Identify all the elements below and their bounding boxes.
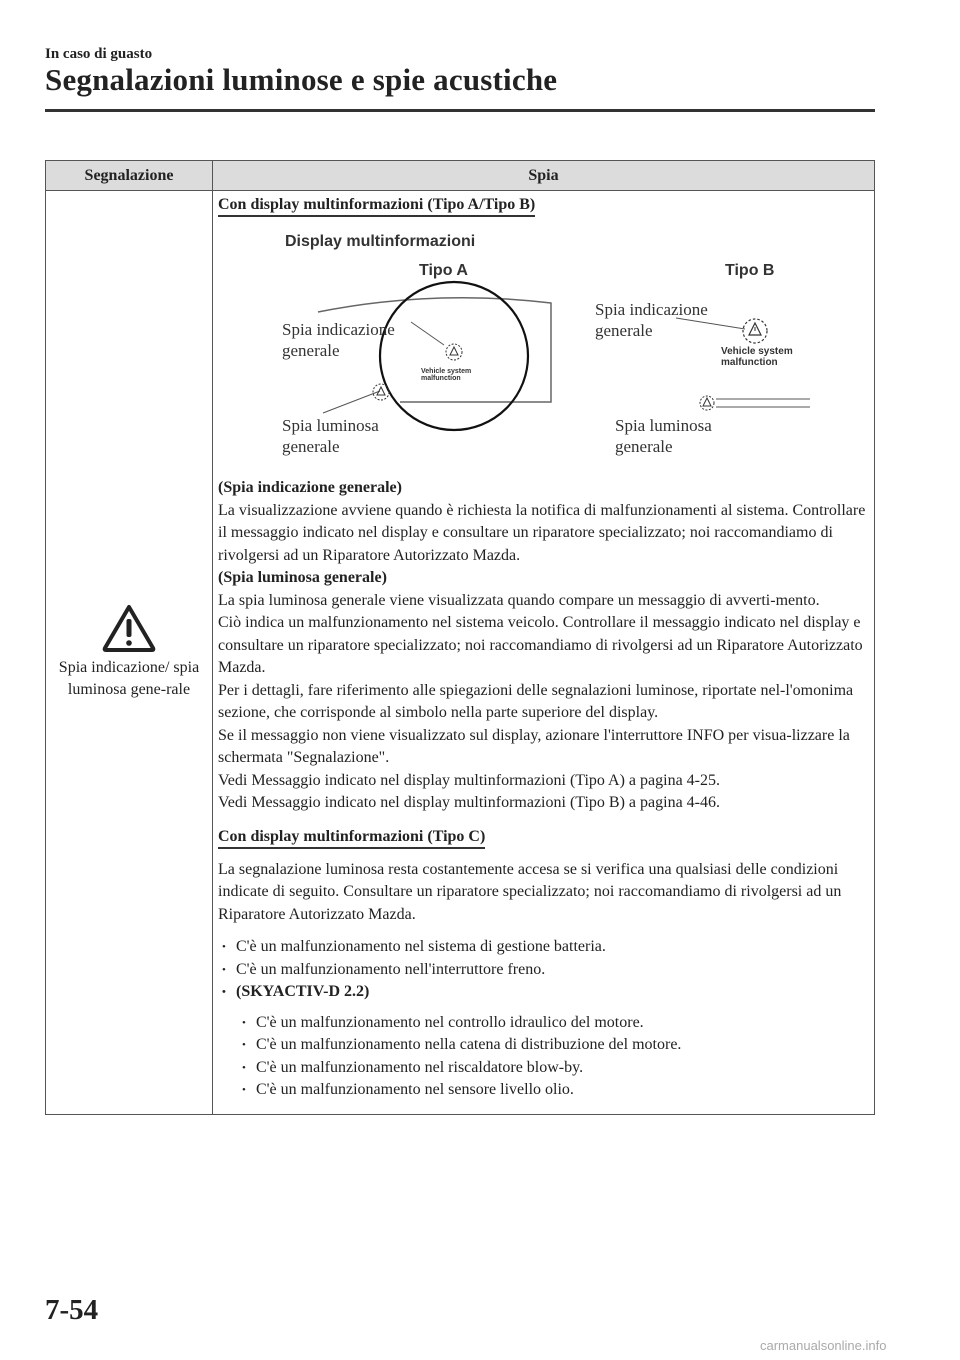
list-item: • (SKYACTIV-D 2.2): [220, 981, 870, 1004]
paragraph: La spia luminosa generale viene visualizzata quando compare un messaggio di avverti-mento.: [218, 591, 820, 609]
table-header-row: [46, 161, 875, 191]
tipo-a-indicator-icon: [446, 344, 462, 360]
tipo-b-luminosa-label: Spia luminosa generale: [615, 416, 712, 456]
page-reference: Vedi Messaggio indicato nel display multinformazioni (Tipo A) a pagina 4-25.: [218, 771, 720, 789]
col-header-spia: Spia: [213, 161, 875, 191]
heading-spia-indicazione: (Spia indicazione generale): [218, 479, 402, 496]
tipo-b-warning-icon: [700, 396, 714, 410]
tipo-a-malfunction-text: Vehicle system malfunction: [421, 368, 472, 383]
table-row: [46, 191, 875, 1115]
list-item: • C'è un malfunzionamento nella catena di distribuzione del motore.: [240, 1034, 870, 1057]
list-item: • C'è un malfunzionamento nell'interruttore freno.: [220, 959, 870, 982]
list-item: • C'è un malfunzionamento nel sensore livello olio.: [240, 1079, 870, 1102]
page-title: Segnalazioni luminose e spie acustiche: [45, 62, 558, 97]
tipo-a-luminosa-label: Spia luminosa generale: [282, 416, 379, 456]
diagram-title: Display multinformazioni: [285, 233, 476, 250]
tipo-a-warning-icon: [373, 384, 389, 400]
signal-cell: [46, 191, 213, 1115]
list-item: • C'è un malfunzionamento nel sistema di gestione batteria.: [220, 936, 870, 959]
list-item: • C'è un malfunzionamento nel riscaldatore blow-by.: [240, 1057, 870, 1080]
warning-triangle-icon: [101, 603, 157, 653]
tipo-b-indicator-icon: [743, 319, 767, 343]
bullet-list: [220, 936, 870, 1004]
sub-bullet-list: [240, 1012, 870, 1102]
paragraph: Ciò indica un malfunzionamento nel sistema veicolo. Controllare il messaggio indicato nel display e consultare un riparatore specializzato; noi raccomandiamo di rivolgersi ad un Riparatore Autorizzato Mazda.: [218, 614, 863, 676]
page-reference: Vedi Messaggio indicato nel display multinformazioni (Tipo B) a pagina 4-46.: [218, 794, 720, 811]
subheading-tipo-ab: Con display multinformazioni (Tipo A/Tipo B): [218, 195, 535, 217]
heading-spia-luminosa: (Spia luminosa generale): [218, 569, 387, 586]
tipo-a-indicazione-label: Spia indicazione generale: [282, 320, 395, 360]
watermark: carmanualsonline.info: [760, 1338, 887, 1353]
signal-label: Spia indicazione/ spia luminosa gene-rale: [58, 659, 200, 699]
display-diagram: [218, 217, 870, 477]
subheading-tipo-c: Con display multinformazioni (Tipo C): [218, 827, 485, 849]
paragraph: La segnalazione luminosa resta costantemente accesa se si verifica una qualsiasi delle condizioni indicate di seguito. Consultare un riparatore specializzato; noi raccomandiamo di rivolgersi ad un Riparatore Autorizzato Mazda.: [218, 860, 842, 923]
tipo-b-label: Tipo B: [725, 262, 775, 279]
title-rule: [45, 109, 875, 112]
page-number: 7-54: [45, 1294, 99, 1326]
col-header-segnalazione: Segnalazione: [46, 161, 213, 191]
list-item: • C'è un malfunzionamento nel controllo idraulico del motore.: [240, 1012, 870, 1035]
description-cell: [213, 191, 875, 1115]
tipo-a-label: Tipo A: [419, 262, 468, 279]
paragraph: La visualizzazione avviene quando è richiesta la notifica di malfunzionamenti al sistema. Controllare il messaggio indicato nel display e consultare un riparatore specializzato; noi raccomandiamo di rivolgersi ad un Riparatore Autorizzato Mazda.: [218, 501, 866, 564]
paragraph: Se il messaggio non viene visualizzato sul display, azionare l'interruttore INFO per visua-lizzare la schermata "Segnalazione".: [218, 726, 850, 766]
tipo-b-malfunction-text: Vehicle system malfunction: [721, 346, 793, 368]
tipo-b-indicazione-label: Spia indicazione generale: [595, 300, 708, 340]
paragraph: Per i dettagli, fare riferimento alle spiegazioni delle segnalazioni luminose, riportate nel-l'omonima sezione, che corrisponde al simbolo nella parte superiore del display.: [218, 681, 854, 721]
section-label: In caso di guasto: [45, 46, 153, 62]
warning-table: [45, 160, 875, 1115]
